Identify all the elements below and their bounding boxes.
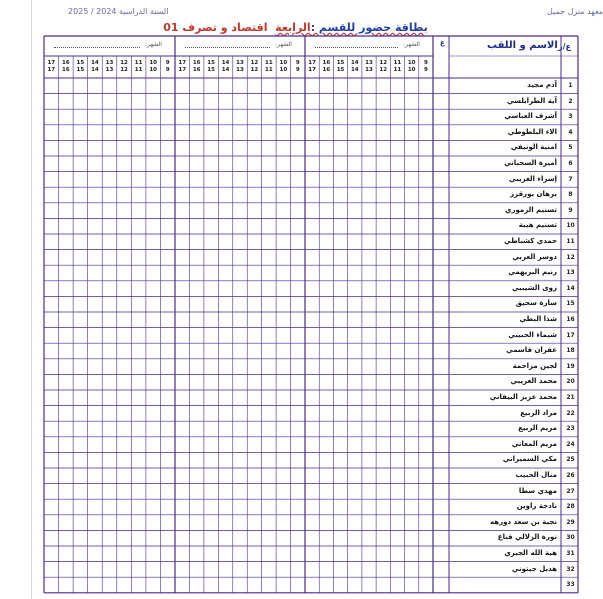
day-number: 15 [336, 67, 345, 73]
student-name: الاء البلطوطي [507, 127, 557, 136]
row-number: 32 [566, 565, 575, 573]
row-number: 26 [566, 472, 575, 479]
row-number: 24 [566, 440, 575, 448]
day-number: 13 [236, 67, 244, 73]
day-number: 13 [365, 67, 373, 73]
row-number: 13 [566, 269, 575, 277]
student-name: نجية بن سعد دورهه [490, 517, 557, 526]
student-name: مريم المعاني [511, 439, 557, 448]
day-number: 10 [407, 67, 416, 73]
student-name: نادجة راوين [516, 502, 557, 511]
row-number: 4 [568, 128, 573, 136]
day-number: 10 [149, 60, 157, 66]
student-name: محمد عزيز البيفاني [489, 393, 557, 401]
student-name: إسراء الغريبي [509, 174, 557, 183]
student-name: حمدي كشباطي [504, 237, 557, 245]
day-number: 12 [379, 67, 388, 73]
day-number: 16 [322, 60, 331, 66]
month-label: الشهر: [275, 41, 292, 48]
student-name: مراد الربيع [520, 408, 557, 417]
row-number: 8 [568, 191, 573, 199]
student-name: برهان بورقزز [510, 190, 557, 199]
day-number: 9 [295, 60, 300, 66]
row-number: 6 [568, 160, 573, 167]
day-number: 9 [165, 60, 170, 66]
day-number: 9 [165, 67, 170, 73]
absent-column-header: غ [440, 39, 445, 47]
day-number: 14 [350, 60, 359, 66]
row-number: 10 [566, 222, 575, 230]
row-number: 23 [566, 425, 575, 433]
day-number: 14 [91, 67, 99, 73]
row-number: 11 [566, 238, 575, 245]
student-name: لجين مزاحمة [512, 361, 557, 370]
student-name: نورة الزلالي قناع [497, 533, 557, 542]
row-number: 14 [566, 284, 575, 292]
month-label: الشهر: [145, 41, 162, 48]
row-number: 31 [566, 550, 575, 557]
student-name: امنية الونيفي [510, 143, 557, 152]
student-name: منال الحبيب [515, 471, 557, 479]
day-number: 12 [120, 60, 128, 66]
day-number: 17 [47, 60, 56, 66]
student-name: مكي السميراني [502, 455, 557, 464]
day-number: 15 [207, 60, 215, 66]
day-number: 11 [393, 67, 402, 73]
student-name: هبة الله الجبري [504, 549, 557, 557]
day-number: 14 [91, 60, 99, 66]
day-number: 14 [350, 67, 359, 73]
month-label: الشهر: [403, 41, 420, 48]
student-name: تسنيم هيبة [518, 221, 557, 230]
month-input-dots[interactable] [315, 46, 398, 48]
day-number: 17 [308, 67, 316, 73]
row-number: 33 [566, 581, 575, 589]
day-number: 12 [379, 60, 388, 66]
row-number: 5 [568, 144, 573, 152]
day-number: 13 [365, 60, 373, 66]
student-name: أميرة السحباني [504, 159, 557, 167]
day-number: 17 [178, 60, 187, 66]
day-number: 15 [207, 67, 215, 73]
day-number: 17 [47, 67, 56, 73]
institute-name: معهد منزل جميل [547, 7, 603, 16]
row-number: 21 [566, 394, 575, 401]
row-number: 9 [568, 206, 573, 214]
day-number: 16 [62, 60, 70, 66]
row-number: 19 [566, 362, 575, 370]
day-number: 12 [120, 67, 128, 73]
student-name: محمد الغريبي [510, 377, 557, 386]
row-number: 28 [566, 503, 575, 511]
card-title-prefix: بطاقة حضور للقسم : [310, 21, 428, 34]
school-year: السنة الدراسية 2024 / 2025 [68, 7, 169, 16]
row-number: 16 [566, 316, 575, 323]
name-column-header: الاسم و اللقب [487, 40, 558, 51]
month-input-dots[interactable] [54, 46, 140, 48]
student-name: مهدي سطا [518, 486, 557, 495]
row-number: 1 [568, 82, 573, 89]
card-title-branch: اقتصاد و تصرف 01 [163, 21, 268, 34]
student-name: غفران قاسمي [506, 346, 557, 355]
day-number: 16 [192, 67, 201, 73]
row-number: 7 [568, 175, 573, 183]
student-name: مريم الربيع [518, 424, 557, 433]
day-number: 9 [423, 67, 428, 73]
card-title-level: الرابعة [275, 21, 311, 34]
student-name: شيماء الحبيبي [508, 330, 557, 339]
row-number: 17 [566, 331, 575, 339]
student-name: رنيم البريهمي [508, 268, 557, 277]
day-number: 14 [221, 60, 230, 66]
day-number: 10 [407, 60, 416, 66]
row-number: 3 [568, 113, 573, 121]
day-number: 11 [134, 67, 143, 73]
day-number: 11 [393, 60, 402, 66]
row-number: 27 [566, 487, 575, 495]
student-name: هديل جيتوني [511, 564, 557, 573]
day-number: 10 [149, 67, 157, 73]
day-number: 13 [105, 60, 114, 66]
student-name: تسنيم الزموري [505, 205, 557, 214]
day-number: 13 [236, 60, 244, 66]
day-number: 15 [76, 60, 85, 66]
day-number: 16 [322, 67, 331, 73]
row-number: 2 [568, 97, 573, 105]
day-number: 10 [279, 67, 288, 73]
row-number: 20 [566, 378, 575, 386]
day-number: 11 [134, 60, 143, 66]
row-number: 18 [566, 347, 575, 355]
day-number: 13 [105, 67, 114, 73]
student-name: آية الطرابلسي [506, 96, 557, 105]
day-number: 12 [250, 67, 259, 73]
day-number: 17 [178, 67, 187, 73]
day-number: 14 [221, 67, 230, 73]
day-number: 9 [423, 60, 428, 66]
student-name: دوسر العربي [512, 252, 557, 261]
student-name: سارة سحيق [515, 299, 557, 308]
row-number: 29 [566, 518, 575, 526]
day-number: 15 [336, 60, 345, 66]
row-number: 25 [566, 456, 575, 464]
day-number: 9 [295, 67, 300, 73]
row-number: 15 [566, 300, 575, 308]
student-name: شذا البطي [519, 315, 557, 323]
day-number: 12 [250, 60, 259, 66]
month-input-dots[interactable] [185, 46, 270, 48]
day-number: 17 [308, 60, 316, 66]
row-number: 22 [566, 409, 575, 417]
student-name: آدم مجيد [527, 81, 557, 89]
day-number: 10 [279, 60, 288, 66]
student-name: زوى الشيببي [511, 283, 557, 292]
day-number: 15 [76, 67, 85, 73]
student-name: أشرف العباسي [504, 112, 557, 121]
day-number: 11 [265, 60, 273, 66]
number-column-header: ع/ر [558, 42, 571, 51]
row-number: 30 [566, 534, 575, 542]
day-number: 16 [192, 60, 201, 66]
day-number: 16 [62, 67, 70, 73]
day-number: 11 [265, 67, 273, 73]
row-number: 12 [566, 253, 575, 261]
